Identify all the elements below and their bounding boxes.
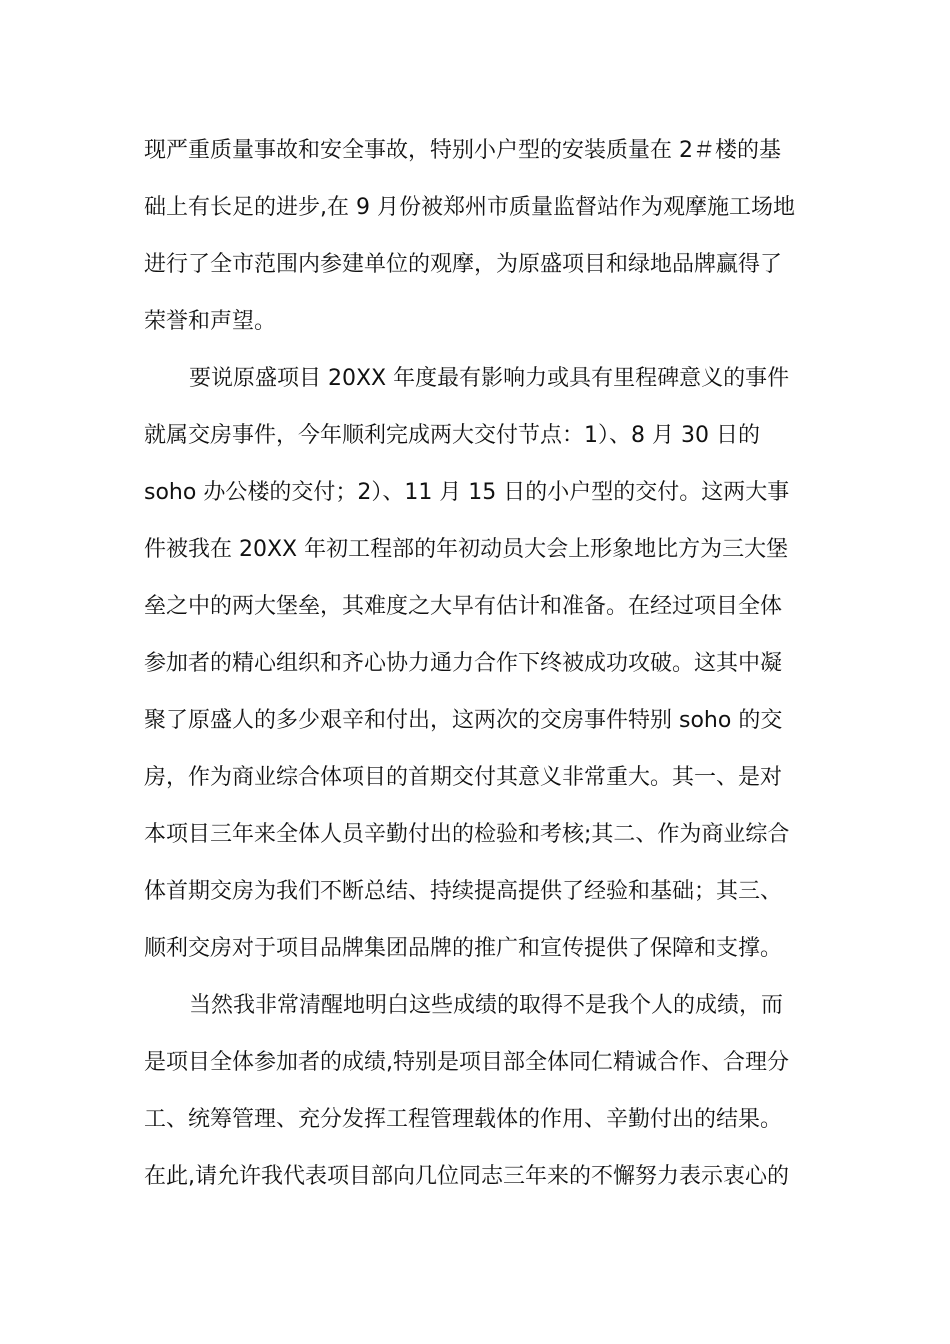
text-line: 荣誉和声望。 — [144, 309, 277, 334]
paragraph-start-line: 要说原盛项目 20XX 年度最有影响力或具有里程碑意义的事件 — [189, 366, 790, 391]
text-line: 进行了全市范围内参建单位的观摩，为原盛项目和绿地品牌赢得了 — [144, 252, 783, 277]
text-line: 顺利交房对于项目品牌集团品牌的推广和宣传提供了保障和支撑。 — [144, 936, 783, 961]
text-line: 体首期交房为我们不断总结、持续提高提供了经验和基础；其三、 — [144, 879, 783, 904]
paragraph-start-line: 当然我非常清醒地明白这些成绩的取得不是我个人的成绩，而 — [189, 993, 784, 1018]
text-line: 工、统筹管理、充分发挥工程管理载体的作用、辛勤付出的结果。 — [144, 1107, 783, 1132]
text-line: 件被我在 20XX 年初工程部的年初动员大会上形象地比方为三大堡 — [144, 537, 789, 562]
text-line: 础上有长足的进步,在 9 月份被郑州市质量监督站作为观摩施工场地 — [144, 195, 795, 220]
text-line: 参加者的精心组织和齐心协力通力合作下终被成功攻破。这其中凝 — [144, 651, 783, 676]
text-line: soho 办公楼的交付；2）、11 月 15 日的小户型的交付。这两大事 — [144, 480, 790, 505]
text-line: 是项目全体参加者的成绩,特别是项目部全体同仁精诚合作、合理分 — [144, 1050, 789, 1075]
text-line: 本项目三年来全体人员辛勤付出的检验和考核;其二、作为商业综合 — [144, 822, 790, 847]
text-line: 在此,请允许我代表项目部向几位同志三年来的不懈努力表示衷心的 — [144, 1164, 789, 1189]
text-line: 现严重质量事故和安全事故，特别小户型的安装质量在 2＃楼的基 — [144, 138, 781, 163]
text-line: 就属交房事件，今年顺利完成两大交付节点：1）、8 月 30 日的 — [144, 423, 760, 448]
text-line: 房，作为商业综合体项目的首期交付其意义非常重大。其一、是对 — [144, 765, 783, 790]
text-line: 聚了原盛人的多少艰辛和付出，这两次的交房事件特别 soho 的交 — [144, 708, 783, 733]
text-line: 垒之中的两大堡垒，其难度之大早有估计和准备。在经过项目全体 — [144, 594, 783, 619]
